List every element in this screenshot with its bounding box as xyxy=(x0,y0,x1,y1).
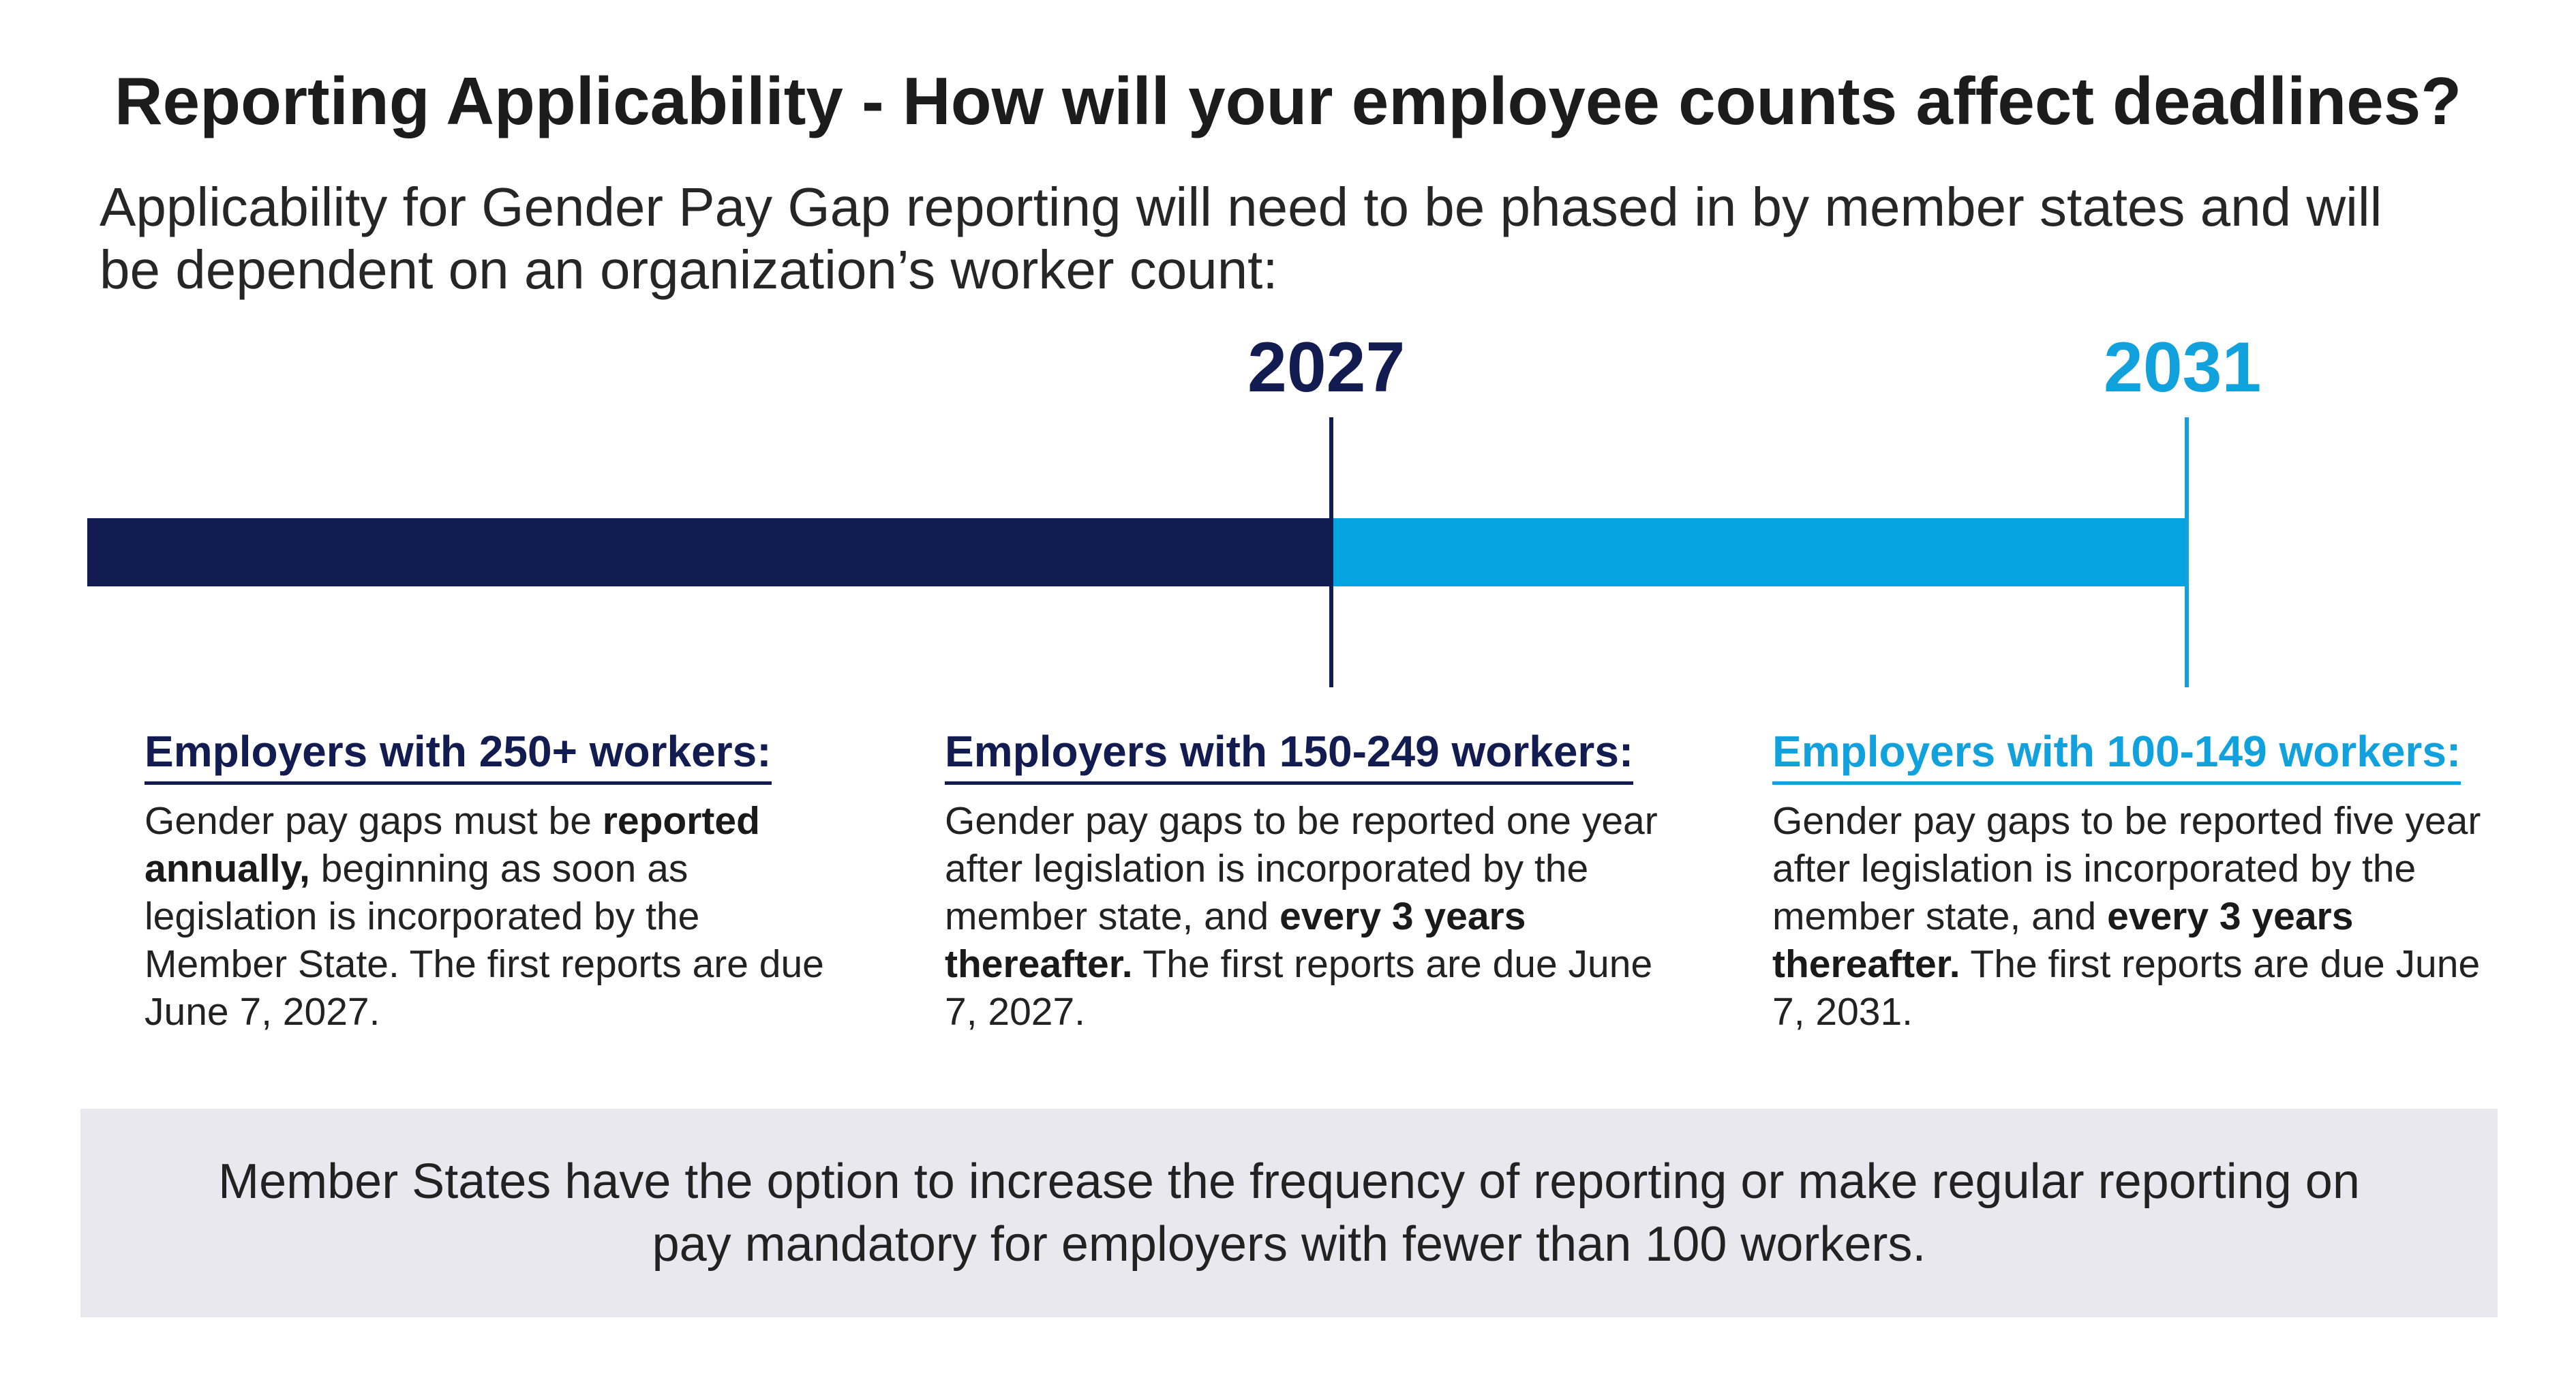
note-box xyxy=(80,1109,2498,1317)
body-text: The first reports are due June 7, 2031. xyxy=(1772,942,2481,1034)
column-heading: Employers with 150-249 workers: xyxy=(945,724,1633,785)
timeline-bar-2027-to-2031 xyxy=(1333,518,2187,586)
body-text: Gender pay gaps must be xyxy=(145,799,603,843)
timeline-year-2031: 2031 xyxy=(2104,328,2262,407)
column-body xyxy=(1772,797,2522,1036)
timeline-year-2027: 2027 xyxy=(1247,328,1406,407)
body-text: Gender pay gaps to be reported five year after legislation is incorporated by the member state, and xyxy=(1772,799,2481,938)
column-heading: Employers with 100-149 workers: xyxy=(1772,724,2461,785)
page-subtitle: Applicability for Gender Pay Gap reporting will need to be phased in by member states and will be dependent on an organization’s worker count: xyxy=(100,177,2382,300)
note-text: Member States have the option to increase the frequency of reporting or make regular reporting on pay mandatory for employers with fewer than 100 workers. xyxy=(218,1154,2360,1272)
body-text: beginning as soon as legislation is incorporated by the Member State. The first reports are due June 7, 2027. xyxy=(145,847,824,1034)
column-150-249-workers xyxy=(945,724,1688,1036)
body-text: The first reports are due June 7, 2027. xyxy=(945,942,1653,1034)
column-body xyxy=(145,797,840,1036)
column-100-149-workers xyxy=(1772,724,2522,1036)
body-emphasis: reported annually, xyxy=(145,799,760,890)
timeline-marker-2031 xyxy=(2185,417,2189,687)
timeline-bar-to-2027 xyxy=(87,518,1333,586)
body-emphasis: every 3 years thereafter. xyxy=(945,895,1526,986)
timeline-marker-2027 xyxy=(1329,417,1333,687)
page-title: Reporting Applicability - How will your employee counts affect deadlines? xyxy=(114,63,2462,138)
body-text: Gender pay gaps to be reported one year after legislation is incorporated by the member state, and xyxy=(945,799,1658,938)
body-emphasis: every 3 years thereafter. xyxy=(1772,895,2354,986)
column-250-plus-workers xyxy=(145,724,840,1036)
column-body xyxy=(945,797,1688,1036)
column-heading: Employers with 250+ workers: xyxy=(145,724,772,785)
